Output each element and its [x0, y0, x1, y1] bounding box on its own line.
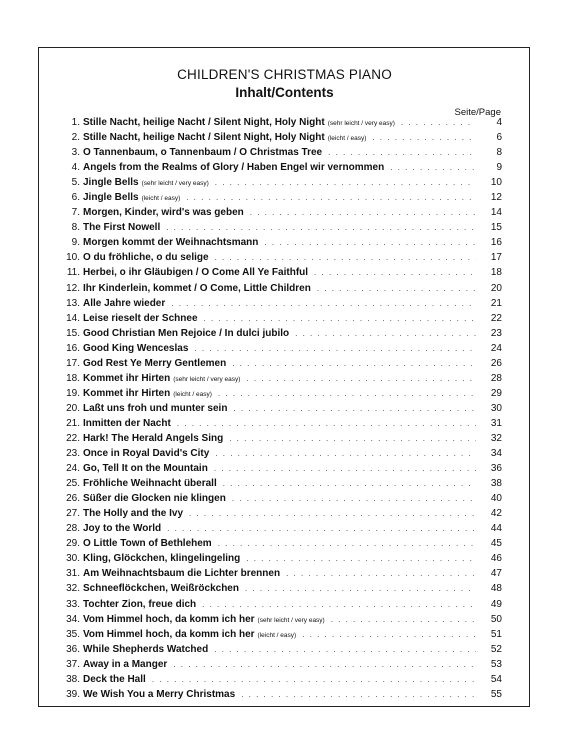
toc-entry	[56, 614, 502, 629]
toc-entry-number: 13.	[66, 297, 80, 309]
toc-entry-number: 27.	[66, 508, 80, 520]
toc-entry	[56, 644, 502, 659]
toc-entry-title: Go, Tell It on the Mountain	[83, 463, 208, 475]
toc-entry-number: 22.	[66, 432, 80, 444]
toc-entry-number: 30.	[66, 553, 80, 565]
toc-entry-title: Once in Royal David's City	[83, 448, 210, 460]
toc-entry-page-number: 46	[490, 553, 502, 565]
contents-heading: Inhalt/Contents	[235, 85, 334, 100]
dot-leader	[218, 539, 476, 548]
toc-entry	[56, 433, 502, 448]
toc-entry-title: O Tannenbaum, o Tannenbaum / O Christmas Tree	[83, 147, 323, 159]
dot-leader	[245, 584, 476, 593]
dot-leader	[295, 329, 476, 338]
dot-leader	[232, 494, 476, 503]
toc-entry-number: 32.	[66, 583, 80, 595]
toc-entry-title: Vom Himmel hoch, da komm ich her	[83, 613, 255, 625]
toc-entry-title: Leise rieselt der Schnee	[83, 312, 198, 324]
toc-entry	[56, 192, 502, 207]
toc-entry-title: Joy to the World	[83, 523, 162, 535]
toc-entry-page-number: 28	[490, 372, 502, 384]
dot-leader	[171, 299, 476, 308]
toc-entry-number: 16.	[66, 342, 80, 354]
dot-leader	[401, 118, 476, 127]
table-of-contents	[56, 117, 502, 704]
toc-entry-title: Herbei, o ihr Gläubigen / O Come All Ye Faithful	[83, 267, 309, 279]
toc-entry-difficulty-note: (sehr leicht / very easy)	[327, 120, 395, 127]
toc-entry-page-number: 22	[490, 312, 502, 324]
toc-entry	[56, 478, 502, 493]
toc-entry-page-number: 55	[490, 688, 502, 700]
toc-entry-title: Morgen, Kinder, wird's was geben	[83, 207, 244, 219]
toc-entry-number: 29.	[66, 538, 80, 550]
toc-entry-page-number: 42	[490, 508, 502, 520]
toc-entry-number: 4.	[71, 162, 80, 174]
toc-entry-difficulty-note: (leicht / easy)	[327, 135, 367, 143]
toc-entry-number: 12.	[66, 282, 80, 294]
toc-entry-title: God Rest Ye Merry Gentlemen	[83, 357, 227, 369]
dot-leader	[246, 554, 476, 563]
toc-entry-difficulty-note: (sehr leicht / very easy)	[173, 375, 241, 383]
dot-leader	[229, 434, 476, 443]
toc-entry-page-number: 50	[490, 613, 502, 625]
toc-entry-difficulty-note: (leicht / easy)	[257, 631, 297, 639]
toc-entry-title: Alle Jahre wieder	[83, 297, 166, 309]
toc-entry-number: 26.	[66, 493, 80, 505]
toc-entry	[56, 237, 502, 252]
toc-entry-page-number: 23	[490, 327, 502, 339]
toc-entry	[56, 373, 502, 388]
toc-entry-title: O Little Town of Bethlehem	[83, 538, 212, 550]
toc-entry	[56, 162, 502, 177]
toc-entry-title: Fröhliche Weihnacht überall	[83, 478, 217, 490]
toc-entry-number: 20.	[66, 402, 80, 414]
page-column-header: Seite/Page	[454, 107, 501, 118]
toc-entry-page-number: 32	[490, 432, 502, 444]
toc-entry	[56, 283, 502, 298]
toc-entry-page-number: 31	[490, 417, 502, 429]
toc-entry-number: 21.	[66, 417, 80, 429]
dot-leader	[218, 389, 476, 398]
dot-leader	[167, 524, 476, 533]
toc-entry-number: 34.	[66, 613, 80, 625]
toc-entry-page-number: 29	[490, 387, 502, 399]
toc-entry-title: O du fröhliche, o du selige	[83, 252, 209, 264]
toc-entry	[56, 583, 502, 598]
dot-leader	[286, 569, 476, 578]
toc-entry-number: 39.	[66, 688, 80, 700]
toc-entry-title: Tochter Zion, freue dich	[83, 598, 197, 610]
toc-entry-difficulty-note: (leicht / easy)	[173, 390, 212, 398]
toc-entry-title: Ihr Kinderlein, kommet / O Come, Little Children	[83, 282, 311, 294]
dot-leader	[233, 404, 476, 413]
toc-entry-page-number: 10	[490, 177, 502, 189]
toc-entry	[56, 328, 502, 343]
toc-entry-page-number: 53	[490, 658, 502, 670]
toc-entry-number: 11.	[66, 267, 80, 279]
toc-entry-number: 33.	[66, 598, 80, 610]
toc-entry-page-number: 36	[490, 463, 502, 475]
toc-entry-number: 1.	[71, 117, 80, 128]
toc-entry	[56, 343, 502, 358]
toc-entry	[56, 463, 502, 478]
toc-entry-number: 7.	[71, 207, 80, 219]
dot-leader	[232, 359, 476, 368]
dot-leader	[317, 284, 476, 293]
toc-entry-title: Kommet ihr Hirten	[83, 387, 171, 399]
toc-entry-page-number: 47	[490, 568, 502, 580]
toc-entry	[56, 553, 502, 568]
toc-entry-page-number: 18	[490, 267, 502, 279]
toc-entry-title: Jingle Bells	[83, 177, 139, 189]
dot-leader	[214, 464, 476, 473]
toc-entry-title: We Wish You a Merry Christmas	[83, 688, 236, 700]
toc-entry-page-number: 17	[490, 252, 502, 264]
toc-entry-page-number: 51	[490, 628, 502, 640]
toc-entry	[56, 659, 502, 674]
dot-leader	[302, 630, 476, 639]
dot-leader	[250, 208, 476, 217]
toc-entry	[56, 313, 502, 328]
toc-entry-page-number: 6	[496, 132, 502, 144]
toc-entry-page-number: 4	[496, 117, 502, 128]
toc-entry-page-number: 44	[490, 523, 502, 535]
toc-entry-title: Jingle Bells	[83, 192, 139, 204]
dot-leader	[328, 148, 476, 157]
toc-entry-title: The First Nowell	[83, 222, 161, 234]
toc-entry-page-number: 48	[490, 583, 502, 595]
toc-entry-page-number: 16	[490, 237, 502, 249]
dot-leader	[331, 615, 476, 624]
toc-entry-number: 8.	[71, 222, 80, 234]
toc-entry	[56, 267, 502, 282]
toc-entry	[56, 298, 502, 313]
toc-entry-difficulty-note: (sehr leicht / very easy)	[257, 616, 325, 624]
dot-leader	[204, 314, 476, 323]
toc-entry	[56, 689, 502, 704]
toc-entry-difficulty-note: (sehr leicht / very easy)	[141, 180, 209, 188]
dot-leader	[177, 419, 476, 428]
toc-entry-number: 9.	[71, 237, 80, 249]
toc-entry	[56, 117, 502, 132]
toc-entry-title: Good King Wenceslas	[83, 342, 189, 354]
toc-entry	[56, 538, 502, 553]
toc-entry-page-number: 54	[490, 673, 502, 685]
toc-entry-page-number: 52	[490, 643, 502, 655]
dot-leader	[264, 238, 476, 247]
toc-entry-number: 38.	[66, 673, 80, 685]
dot-leader	[166, 223, 476, 232]
toc-entry-number: 18.	[66, 372, 80, 384]
toc-entry-page-number: 34	[490, 448, 502, 460]
toc-entry-page-number: 45	[490, 538, 502, 550]
dot-leader	[173, 660, 476, 669]
toc-entry-page-number: 8	[496, 147, 502, 159]
toc-entry-number: 36.	[66, 643, 80, 655]
toc-entry-page-number: 24	[490, 342, 502, 354]
toc-entry-number: 23.	[66, 448, 80, 460]
toc-entry-title: Laßt uns froh und munter sein	[83, 402, 228, 414]
toc-entry	[56, 403, 502, 418]
toc-entry-title: Am Weihnachtsbaum die Lichter brennen	[83, 568, 281, 580]
toc-entry	[56, 674, 502, 689]
toc-entry-page-number: 38	[490, 478, 502, 490]
dot-leader	[189, 509, 476, 518]
dot-leader	[314, 268, 476, 277]
dot-leader	[241, 690, 476, 699]
toc-entry	[56, 448, 502, 463]
toc-entry-title: Kling, Glöckchen, klingelingeling	[83, 553, 241, 565]
toc-entry-title: Angels from the Realms of Glory / Haben Engel wir vernommen	[83, 162, 385, 174]
toc-entry-number: 3.	[71, 147, 80, 159]
toc-entry-page-number: 12	[490, 192, 502, 204]
dot-leader	[152, 675, 476, 684]
dot-leader	[186, 193, 476, 202]
toc-entry	[56, 147, 502, 162]
book-title: CHILDREN'S CHRISTMAS PIANO	[177, 67, 392, 82]
toc-entry-number: 28.	[66, 523, 80, 535]
toc-entry-page-number: 26	[490, 357, 502, 369]
toc-entry-number: 10.	[66, 252, 80, 264]
toc-entry-title: Morgen kommt der Weihnachtsmann	[83, 237, 259, 249]
toc-entry-number: 14.	[66, 312, 80, 324]
toc-entry-title: Süßer die Glocken nie klingen	[83, 493, 226, 505]
toc-entry-page-number: 15	[490, 222, 502, 234]
toc-entry	[56, 568, 502, 583]
toc-entry-page-number: 40	[490, 493, 502, 505]
toc-entry-number: 25.	[66, 478, 80, 490]
toc-entry-title: Schneeflöckchen, Weißröckchen	[83, 583, 239, 595]
toc-entry-title: Hark! The Herald Angels Sing	[83, 432, 224, 444]
toc-entry	[56, 358, 502, 373]
dot-leader	[214, 645, 476, 654]
toc-entry-number: 31.	[66, 568, 80, 580]
toc-entry-number: 15.	[66, 327, 80, 339]
toc-entry-number: 17.	[66, 357, 80, 369]
toc-entry-title: Kommet ihr Hirten	[83, 372, 171, 384]
toc-entry-title: While Shepherds Watched	[83, 643, 209, 655]
toc-entry	[56, 252, 502, 267]
toc-entry-number: 6.	[71, 192, 80, 204]
dot-leader	[215, 449, 476, 458]
toc-entry-page-number: 14	[490, 207, 502, 219]
toc-entry-page-number: 30	[490, 402, 502, 414]
toc-entry	[56, 207, 502, 222]
toc-entry-title: Stille Nacht, heilige Nacht / Silent Night, Holy Night	[83, 132, 325, 144]
toc-entry-title: Stille Nacht, heilige Nacht / Silent Night, Holy Night	[83, 117, 325, 128]
toc-entry-page-number: 9	[496, 162, 502, 174]
toc-entry	[56, 508, 502, 523]
toc-entry	[56, 523, 502, 538]
toc-entry	[56, 629, 502, 644]
dot-leader	[246, 374, 476, 383]
dot-leader	[372, 133, 476, 142]
toc-entry-number: 2.	[71, 132, 80, 144]
toc-entry-number: 24.	[66, 463, 80, 475]
toc-entry	[56, 418, 502, 433]
toc-entry	[56, 177, 502, 192]
toc-entry	[56, 599, 502, 614]
dot-leader	[194, 344, 476, 353]
toc-entry-number: 19.	[66, 387, 80, 399]
toc-entry-page-number: 21	[490, 297, 502, 309]
toc-entry-title: Inmitten der Nacht	[83, 417, 171, 429]
toc-entry-title: The Holly and the Ivy	[83, 508, 184, 520]
toc-entry-number: 5.	[71, 177, 80, 189]
toc-entry-title: Deck the Hall	[83, 673, 146, 685]
toc-entry	[56, 222, 502, 237]
toc-entry-difficulty-note: (leicht / easy)	[141, 195, 181, 203]
dot-leader	[202, 600, 476, 609]
dot-leader	[215, 178, 476, 187]
toc-entry-title: Vom Himmel hoch, da komm ich her	[83, 628, 255, 640]
toc-entry-number: 35.	[66, 628, 80, 640]
toc-entry	[56, 132, 502, 147]
dot-leader	[215, 253, 476, 262]
dot-leader	[223, 479, 476, 488]
toc-entry-page-number: 20	[490, 282, 502, 294]
toc-entry	[56, 388, 502, 403]
toc-entry-number: 37.	[66, 658, 80, 670]
toc-entry-title: Away in a Manger	[83, 658, 168, 670]
toc-entry-page-number: 49	[490, 598, 502, 610]
dot-leader	[390, 163, 476, 172]
toc-entry	[56, 493, 502, 508]
toc-entry-title: Good Christian Men Rejoice / In dulci jubilo	[83, 327, 290, 339]
